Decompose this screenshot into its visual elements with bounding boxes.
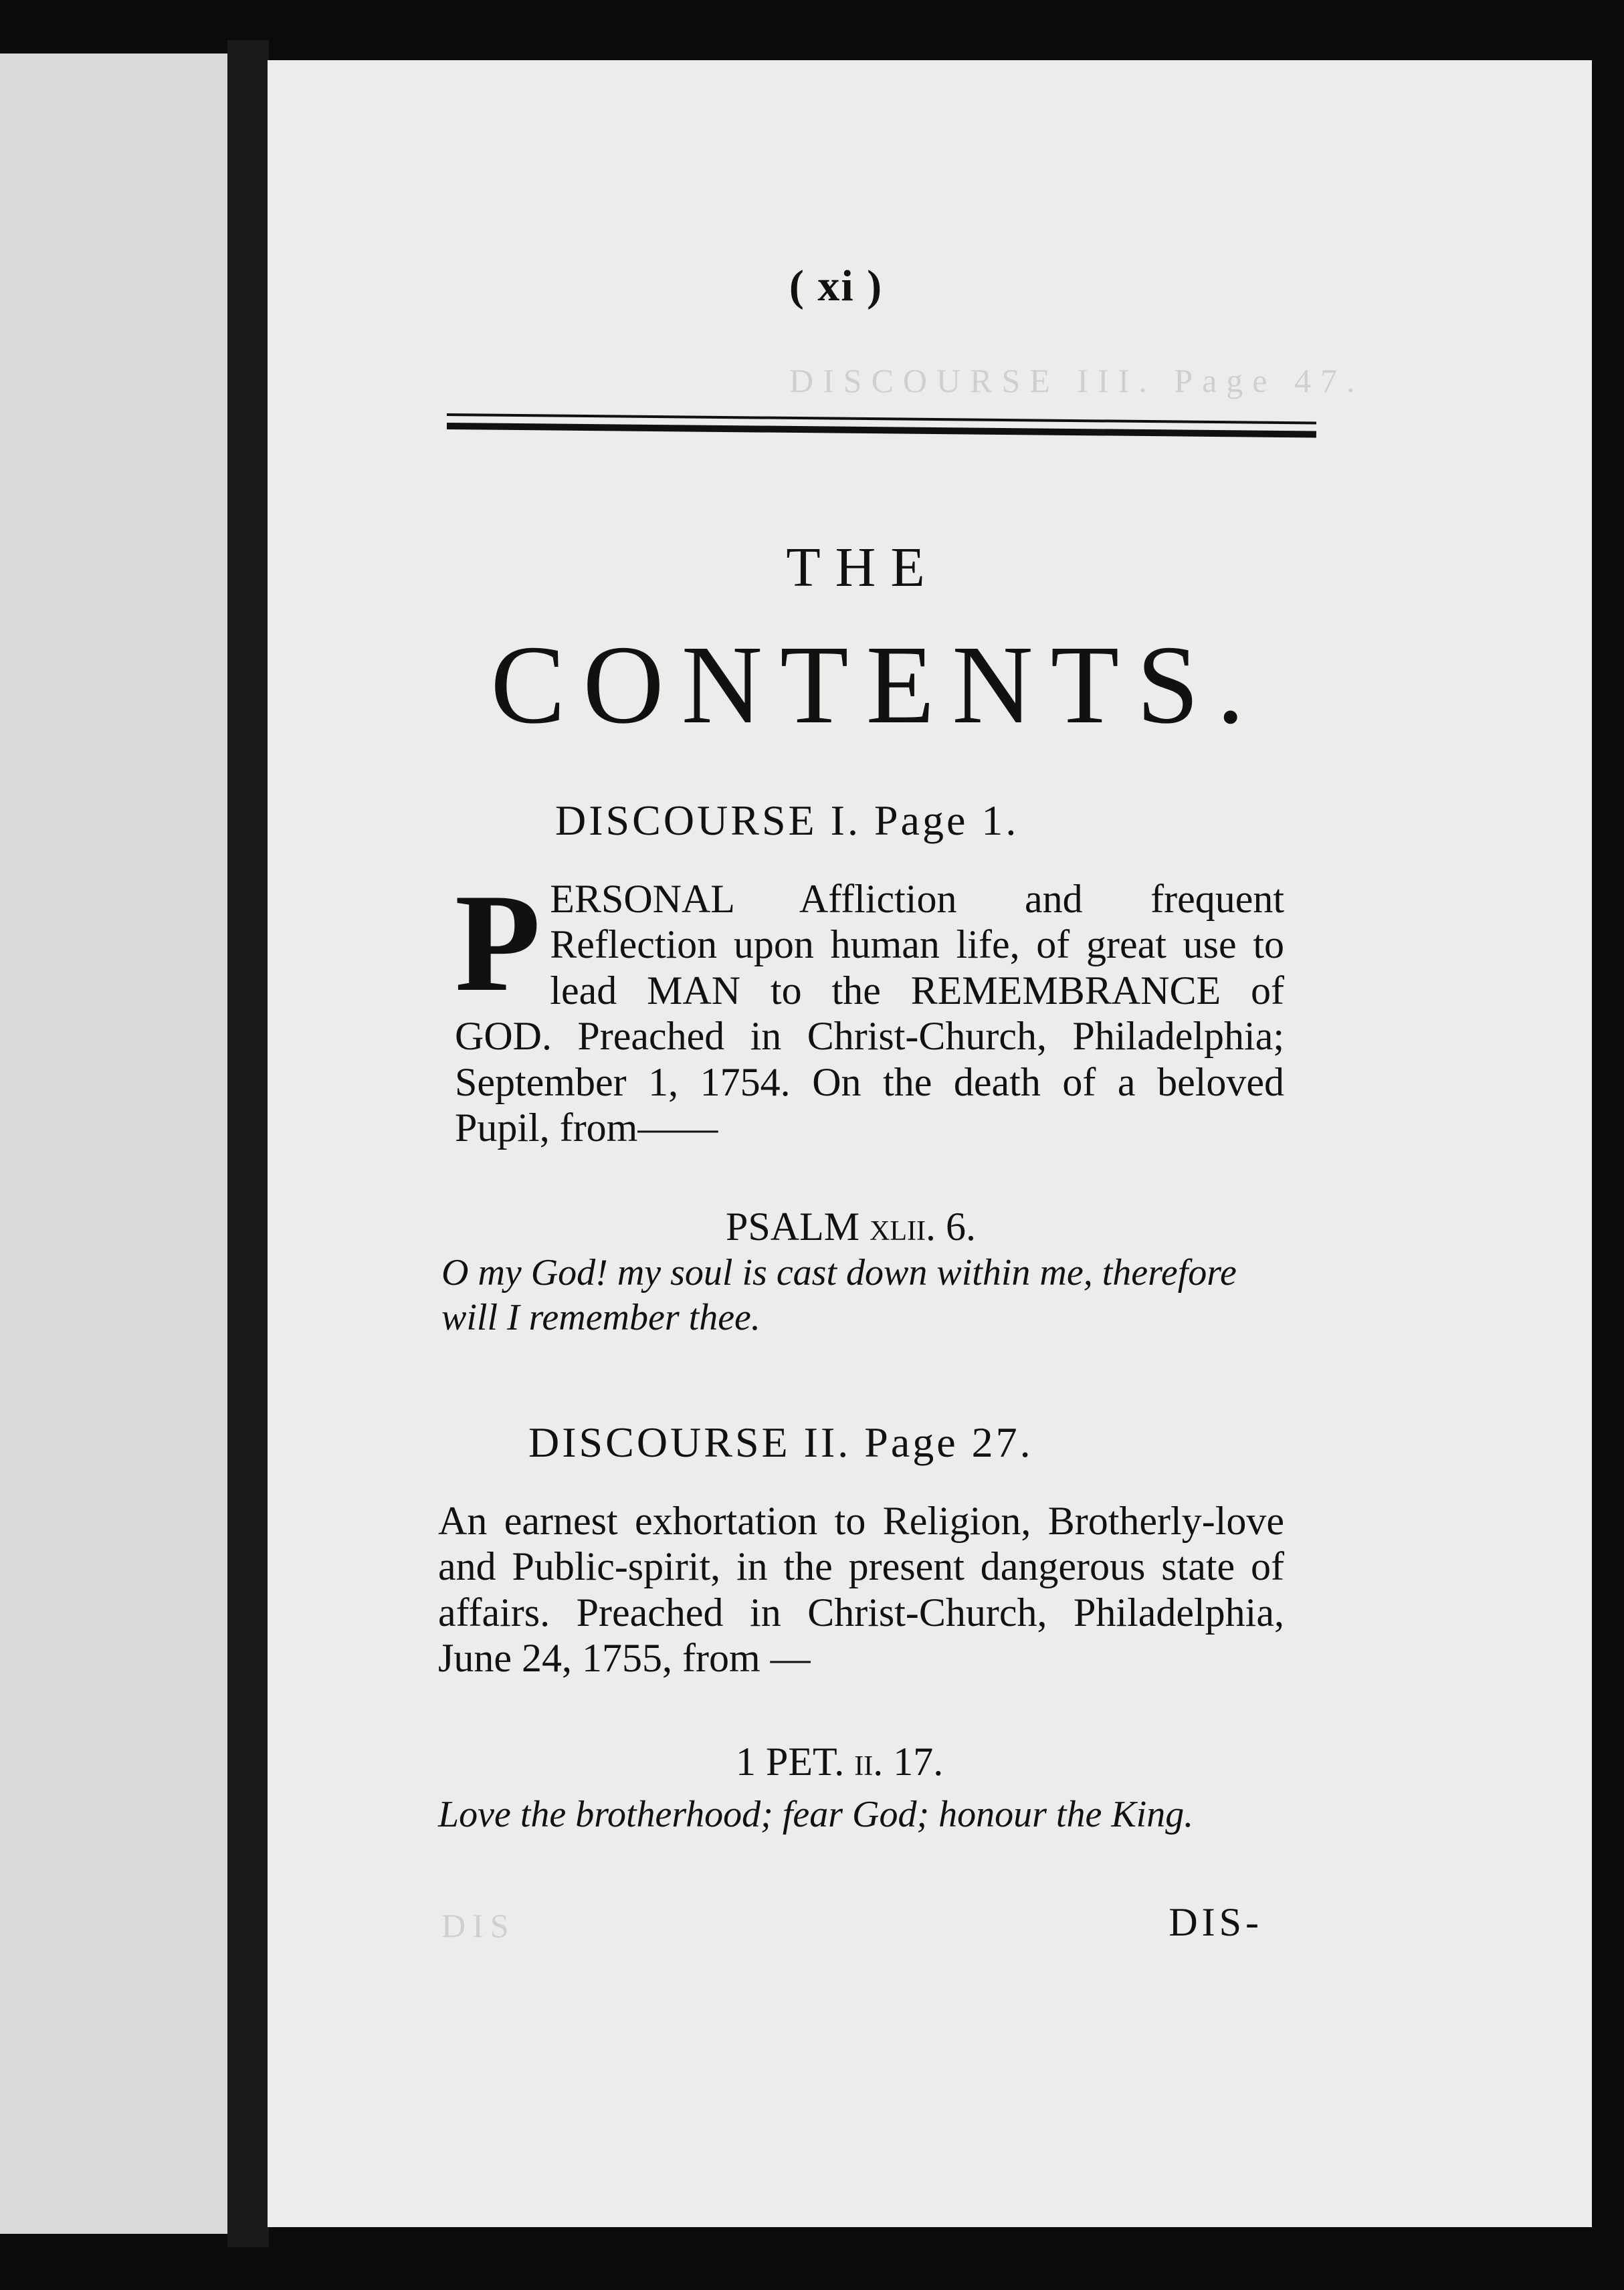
show-through-top: DISCOURSE III. Page 47.: [789, 362, 1364, 399]
facing-page-edge: [0, 54, 254, 2234]
discourse-1-scripture-text: O my God! my soul is cast down within me, therefore will I remember thee.: [441, 1252, 1237, 1339]
discourse-1-scripture-ref: PSALM xlii. 6.: [726, 1205, 977, 1249]
discourse-2-heading: DISCOURSE II. Page 27.: [528, 1419, 1033, 1466]
discourse-1-heading: DISCOURSE I. Page 1.: [555, 797, 1019, 844]
page-number: ( xi ): [789, 262, 884, 310]
discourse-2-description: An earnest exhortation to Religion, Brotherly-love and Public-spirit, in the present dangerous state of affairs. Preached in Christ-Church, Philadelphia, June 24, 1755, from —: [438, 1499, 1284, 1681]
drop-cap: P: [455, 865, 541, 1021]
catchword: DIS-: [1169, 1900, 1263, 1944]
discourse-1-description: [455, 865, 1284, 1150]
discourse-2-scripture-text: Love the brotherhood; fear God; honour the King.: [438, 1794, 1194, 1835]
heading-contents: CONTENTS.: [490, 623, 1262, 747]
discourse-1-text: ERSONAL Affliction and frequent Reflection upon human life, of great use to lead MAN to the REMEMBRANCE of GOD. Preached in Christ-Church, Philadelphia; September 1, 1754. On the death of a beloved Pupil, from——: [455, 877, 1284, 1150]
show-through-bottom: DIS: [441, 1907, 516, 1944]
heading-the: THE: [786, 536, 940, 599]
book-gutter: [227, 40, 269, 2247]
discourse-2-scripture-ref: 1 PET. ii. 17.: [736, 1740, 944, 1784]
